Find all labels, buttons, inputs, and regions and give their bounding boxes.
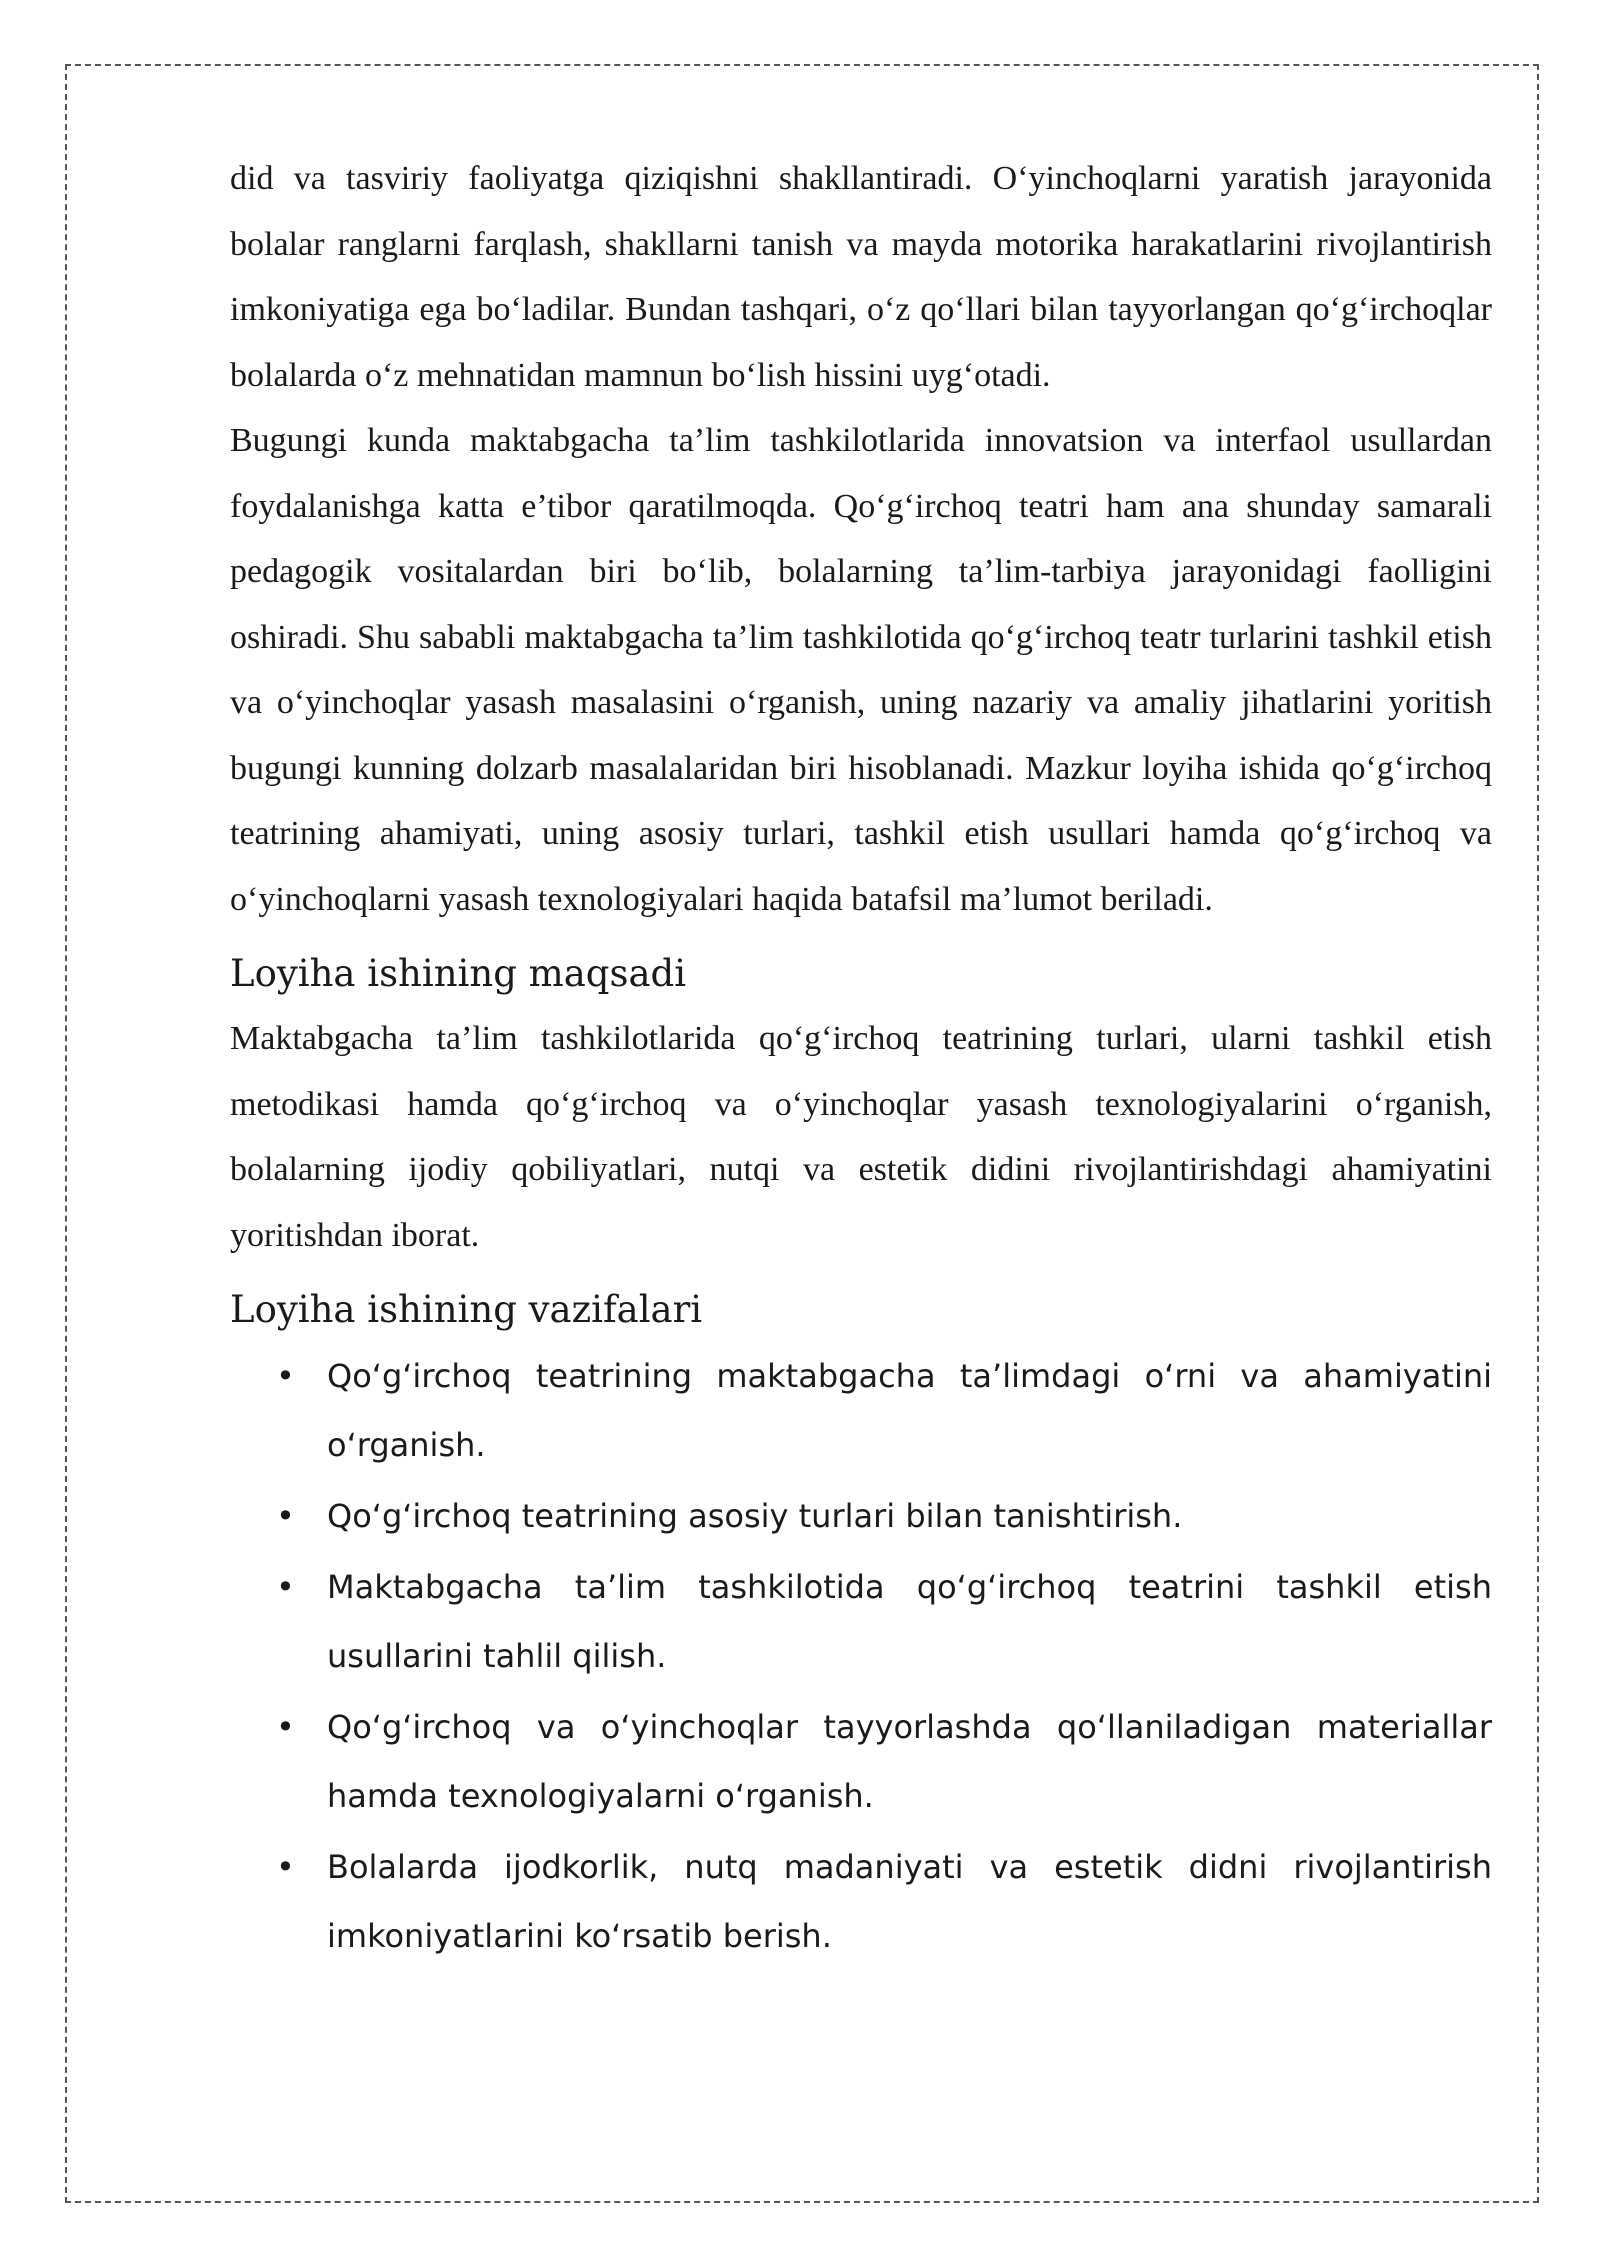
list-item-text: Qoʻgʻirchoq teatrining maktabgacha ta’limdagi oʻrni va ahamiyatini oʻrganish. [327,1357,1492,1464]
goal-paragraph: Maktabgacha ta’lim tashkilotlarida qo‘g‘irchoq teatrining turlari, ularni tashkil etish metodikasi hamda qo‘g‘irchoq va o‘yinchoqlar yasash texnologiyalarini o‘rganish, bolalarning ijodiy qobiliyatlari, nutqi va estetik didini rivojlantirishdagi ahamiyatini yoritishdan iborat. [230,1020,1492,1254]
list-item [230,1482,1492,1551]
bullet-icon: • [276,1357,295,1395]
list-item [230,1693,1492,1831]
list-item [230,1553,1492,1691]
bullet-icon: • [276,1568,295,1606]
goal-heading: Loyiha ishining maqsadi [230,952,687,995]
bullet-icon: • [276,1708,295,1746]
bullet-icon: • [276,1497,295,1535]
intro-paragraph-1: did va tasviriy faoliyatga qiziqishni shakllantiradi. O‘yinchoqlarni yaratish jarayonida bolalar ranglarni farqlash, shakllarni tanish va mayda motorika harakatlarini rivojlantirish imkoniyatiga ega bo‘ladilar. Bundan tashqari, o‘z qo‘llari bilan tayyorlangan qo‘g‘irchoqlar bolalarda o‘z mehnatidan mamnun bo‘lish hissini uyg‘otadi. [230,160,1492,394]
bullet-icon: • [276,1848,295,1886]
list-item-text: Qoʻgʻirchoq teatrining asosiy turlari bilan tanishtirish. [327,1497,1183,1535]
list-item-text: Qoʻgʻirchoq va oʻyinchoqlar tayyorlashda qoʻllaniladigan materiallar hamda texnologiyalarni oʻrganish. [327,1708,1492,1815]
list-item [230,1342,1492,1480]
intro-paragraph-2: Bugungi kunda maktabgacha ta’lim tashkilotlarida innovatsion va interfaol usullardan foydalanishga katta e’tibor qaratilmoqda. Qo‘g‘irchoq teatri ham ana shunday samarali pedagogik vositalardan biri bo‘lib, bolalarning ta’lim-tarbiya jarayonidagi faolligini oshiradi. Shu sababli maktabgacha ta’lim tashkilotida qo‘g‘irchoq teatr turlarini tashkil etish va o‘yinchoqlar yasash masalasini o‘rganish, uning nazariy va amaliy jihatlarini yoritish bugungi kunning dolzarb masalalaridan biri hisoblanadi. Mazkur loyiha ishida qo‘g‘irchoq teatrining ahamiyati, uning asosiy turlari, tashkil etish usullari hamda qo‘g‘irchoq va o‘yinchoqlarni yasash texnologiyalari haqida batafsil ma’lumot beriladi. [230,422,1492,918]
document-body [230,146,1492,1973]
list-item [230,1833,1492,1971]
list-item-text: Maktabgacha ta’lim tashkilotida qoʻgʻirchoq teatrini tashkil etish usullarini tahlil qilish. [327,1568,1492,1675]
tasks-list [230,1342,1492,1971]
tasks-heading: Loyiha ishining vazifalari [230,1288,703,1331]
list-item-text: Bolalarda ijodkorlik, nutq madaniyati va estetik didni rivojlantirish imkoniyatlarini koʻrsatib berish. [327,1848,1492,1955]
